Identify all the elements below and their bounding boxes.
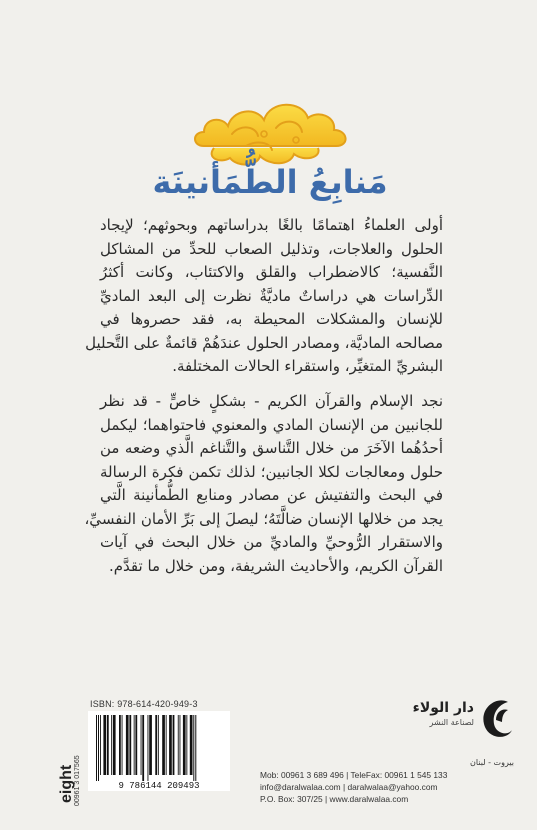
barcode-bar: [149, 715, 152, 775]
barcode-bar: [195, 715, 196, 781]
barcode-bar: [129, 715, 131, 775]
barcode-bar: [122, 715, 123, 775]
barcode-bar: [173, 715, 175, 775]
text-line: للإنسان والمشكلات المحيطة به، فقد حصروها في: [100, 310, 443, 328]
text-line: أحدُهُما الآخَرَ من خلال التَّناسق والتَّناغم الَّذي وضعه من: [100, 439, 443, 457]
barcode-icon: [88, 711, 230, 791]
barcode-bar: [162, 715, 165, 775]
barcode-bar: [193, 715, 194, 781]
barcode-bar: [148, 715, 149, 781]
text-line: أولى العلماءُ اهتمامًا بالغًا بدراساتهم وبحوثهم؛ لإيجاد: [100, 216, 443, 234]
text-line: النَّفسية؛ كالاضطراب والقلق والاكتئاب، وكانت أكثرُ: [100, 263, 443, 281]
text-line: مصالحه الماديَّة، ومصادر الحلول عندَهُمْ قائمةٌ على التَّحليل: [85, 333, 443, 352]
publisher-city: بيروت - لبنان: [470, 758, 514, 767]
barcode-bar: [100, 715, 101, 775]
text-line: حلول ومعالجات لكلا الجانبين؛ لذلك تكمن فكرة الرسالة: [100, 462, 443, 481]
text-line: البشريِّ المتغيِّر، واستقراء الحالات المختلفة.: [172, 357, 443, 375]
isbn-label: ISBN: 978-614-420-949-3: [90, 699, 198, 709]
barcode-bar: [134, 715, 135, 775]
publisher-address: P.O. Box: 307/25 | www.daralwalaa.com: [260, 794, 409, 804]
barcode-bar: [155, 715, 157, 775]
publisher-name: دار الولاء: [412, 700, 474, 716]
book-title: مَنابِعُ الطُّمَأنينَة: [152, 163, 388, 201]
publisher-contact: [260, 757, 514, 805]
barcode-bar: [142, 715, 144, 781]
series-code: 00961 3 017565: [74, 755, 81, 806]
barcode-bar: [111, 715, 112, 775]
synopsis-paragraph-1: [85, 214, 443, 379]
text-line: الحلول والعلاجات، وتذليل الصعاب للحدِّ من المشاكل: [100, 239, 443, 258]
barcode-bar: [169, 715, 172, 775]
text-line: الدِّراسات هي دراساتٌ ماديَّةٌ نظرت إلى البعد الماديِّ: [100, 286, 443, 305]
barcode-bar: [113, 715, 116, 775]
barcode-bar: [96, 715, 97, 781]
text-line: والاستقرار الرُّوحيِّ والماديِّ من خلال البحث في آيات: [100, 533, 443, 551]
text-line: للجانبين من الإنسان المادي والمعنوي فاحتواهما؛ ليكمل: [100, 415, 443, 434]
barcode-bar: [141, 715, 142, 775]
barcode-bar: [98, 715, 99, 781]
barcode-bar: [135, 715, 137, 775]
barcode-bar: [183, 715, 186, 775]
publisher-logo-icon: [478, 694, 514, 740]
barcode-bar: [186, 715, 187, 775]
barcode-bar: [178, 715, 179, 775]
synopsis-paragraph-2: [84, 390, 443, 578]
text-line: يجد من خلالها الإنسان ضالَّتَهُ؛ ليصلَ إلى بَرِّ الأمان النفسيِّ،: [84, 509, 443, 528]
text-line: نجد الإسلام والقرآن الكريم - بشكلٍ خاصٍّ - قد نظر: [100, 392, 443, 410]
barcode-bar: [166, 715, 167, 775]
barcode-digits: 9 786144 209493: [118, 781, 200, 791]
series-logo: eight: [58, 764, 75, 803]
barcode-bar: [126, 715, 129, 775]
publisher-phone: Mob: 00961 3 689 496 | TeleFax: 00961 1 545 133: [260, 770, 448, 780]
barcode-bar: [158, 715, 159, 775]
barcode-bar: [107, 715, 109, 775]
barcode-bar: [119, 715, 121, 775]
publisher-email: info@daralwalaa.com | daralwalaa@yahoo.com: [260, 782, 438, 792]
barcode-bar: [103, 715, 106, 775]
text-line: القرآن الكريم، والأحاديث الشريفة، ومن خلال ما تقدَّم.: [108, 556, 443, 575]
publisher-subtitle: لصناعة النشر: [429, 718, 474, 727]
barcode-bar: [190, 715, 193, 775]
barcode-bar: [180, 715, 181, 775]
text-line: في البحث والتفتيش عن مصادر ومنابع الطُّمأنينة الَّتي: [100, 486, 443, 504]
